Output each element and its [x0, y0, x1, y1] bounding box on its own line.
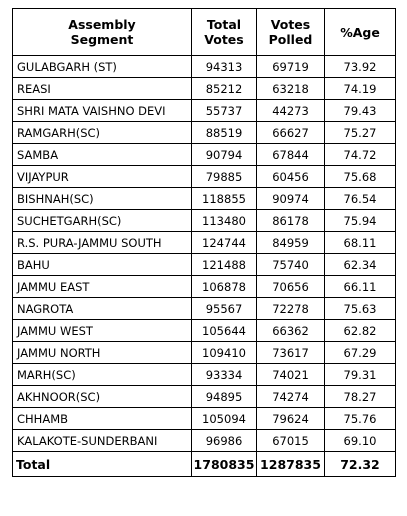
header-line: Votes	[204, 32, 244, 47]
cell-total-votes: 96986	[192, 430, 257, 452]
votes-table	[12, 8, 396, 477]
total-label: Total	[13, 452, 192, 477]
cell-votes-polled: 79624	[257, 408, 325, 430]
table-row	[13, 188, 396, 210]
cell-total-votes: 94313	[192, 56, 257, 78]
cell-votes-polled: 69719	[257, 56, 325, 78]
cell-segment: RAMGARH(SC)	[13, 122, 192, 144]
table-row	[13, 122, 396, 144]
cell-percentage: 69.10	[325, 430, 396, 452]
cell-votes-polled: 90974	[257, 188, 325, 210]
table-row	[13, 78, 396, 100]
table-row	[13, 386, 396, 408]
table-row	[13, 210, 396, 232]
cell-votes-polled: 75740	[257, 254, 325, 276]
cell-percentage: 62.82	[325, 320, 396, 342]
cell-segment: SUCHETGARH(SC)	[13, 210, 192, 232]
total-row	[13, 452, 396, 477]
cell-percentage: 66.11	[325, 276, 396, 298]
cell-segment: MARH(SC)	[13, 364, 192, 386]
cell-total-votes: 90794	[192, 144, 257, 166]
cell-segment: BISHNAH(SC)	[13, 188, 192, 210]
cell-segment: CHHAMB	[13, 408, 192, 430]
cell-percentage: 67.29	[325, 342, 396, 364]
header-line: Segment	[70, 32, 134, 47]
table-row	[13, 254, 396, 276]
cell-votes-polled: 63218	[257, 78, 325, 100]
table-row	[13, 232, 396, 254]
table-row	[13, 166, 396, 188]
cell-total-votes: 121488	[192, 254, 257, 276]
cell-segment: BAHU	[13, 254, 192, 276]
cell-percentage: 79.31	[325, 364, 396, 386]
cell-total-votes: 106878	[192, 276, 257, 298]
cell-segment: AKHNOOR(SC)	[13, 386, 192, 408]
cell-percentage: 74.19	[325, 78, 396, 100]
cell-segment: R.S. PURA-JAMMU SOUTH	[13, 232, 192, 254]
cell-votes-polled: 60456	[257, 166, 325, 188]
header-percentage	[325, 9, 396, 56]
cell-percentage: 75.76	[325, 408, 396, 430]
cell-segment: JAMMU EAST	[13, 276, 192, 298]
total-percentage: 72.32	[325, 452, 396, 477]
cell-percentage: 74.72	[325, 144, 396, 166]
cell-total-votes: 79885	[192, 166, 257, 188]
header-assembly-segment	[13, 9, 192, 56]
cell-total-votes: 95567	[192, 298, 257, 320]
header-line: Votes	[270, 17, 311, 32]
cell-total-votes: 109410	[192, 342, 257, 364]
table-row	[13, 56, 396, 78]
table-row	[13, 144, 396, 166]
cell-votes-polled: 67844	[257, 144, 325, 166]
cell-total-votes: 113480	[192, 210, 257, 232]
cell-segment: VIJAYPUR	[13, 166, 192, 188]
cell-votes-polled: 66362	[257, 320, 325, 342]
cell-total-votes: 88519	[192, 122, 257, 144]
cell-votes-polled: 74021	[257, 364, 325, 386]
cell-votes-polled: 67015	[257, 430, 325, 452]
table-row	[13, 430, 396, 452]
cell-segment: JAMMU NORTH	[13, 342, 192, 364]
cell-votes-polled: 73617	[257, 342, 325, 364]
votes-table-container	[12, 8, 395, 477]
table-row	[13, 408, 396, 430]
table-body	[13, 56, 396, 452]
cell-votes-polled: 70656	[257, 276, 325, 298]
cell-segment: GULABGARH (ST)	[13, 56, 192, 78]
header-line: Polled	[268, 32, 313, 47]
table-row	[13, 342, 396, 364]
cell-percentage: 62.34	[325, 254, 396, 276]
cell-votes-polled: 44273	[257, 100, 325, 122]
cell-total-votes: 94895	[192, 386, 257, 408]
total-votes-polled: 1287835	[257, 452, 325, 477]
total-total-votes: 1780835	[192, 452, 257, 477]
cell-total-votes: 105644	[192, 320, 257, 342]
header-line: Total	[206, 17, 242, 32]
header-line: %Age	[340, 24, 380, 40]
cell-percentage: 75.94	[325, 210, 396, 232]
cell-percentage: 73.92	[325, 56, 396, 78]
table-row	[13, 364, 396, 386]
cell-total-votes: 124744	[192, 232, 257, 254]
header-total-votes	[192, 9, 257, 56]
table-row	[13, 320, 396, 342]
cell-votes-polled: 86178	[257, 210, 325, 232]
cell-votes-polled: 84959	[257, 232, 325, 254]
cell-percentage: 75.68	[325, 166, 396, 188]
cell-segment: REASI	[13, 78, 192, 100]
cell-percentage: 75.27	[325, 122, 396, 144]
cell-segment: KALAKOTE-SUNDERBANI	[13, 430, 192, 452]
cell-total-votes: 93334	[192, 364, 257, 386]
table-row	[13, 298, 396, 320]
cell-percentage: 79.43	[325, 100, 396, 122]
cell-percentage: 76.54	[325, 188, 396, 210]
cell-percentage: 68.11	[325, 232, 396, 254]
cell-votes-polled: 72278	[257, 298, 325, 320]
cell-segment: JAMMU WEST	[13, 320, 192, 342]
table-row	[13, 276, 396, 298]
cell-votes-polled: 66627	[257, 122, 325, 144]
cell-total-votes: 55737	[192, 100, 257, 122]
header-row	[13, 9, 396, 56]
cell-total-votes: 105094	[192, 408, 257, 430]
header-line: Assembly	[68, 17, 136, 32]
cell-segment: NAGROTA	[13, 298, 192, 320]
cell-votes-polled: 74274	[257, 386, 325, 408]
cell-total-votes: 85212	[192, 78, 257, 100]
cell-total-votes: 118855	[192, 188, 257, 210]
cell-percentage: 75.63	[325, 298, 396, 320]
cell-percentage: 78.27	[325, 386, 396, 408]
table-row	[13, 100, 396, 122]
header-votes-polled	[257, 9, 325, 56]
cell-segment: SHRI MATA VAISHNO DEVI	[13, 100, 192, 122]
cell-segment: SAMBA	[13, 144, 192, 166]
